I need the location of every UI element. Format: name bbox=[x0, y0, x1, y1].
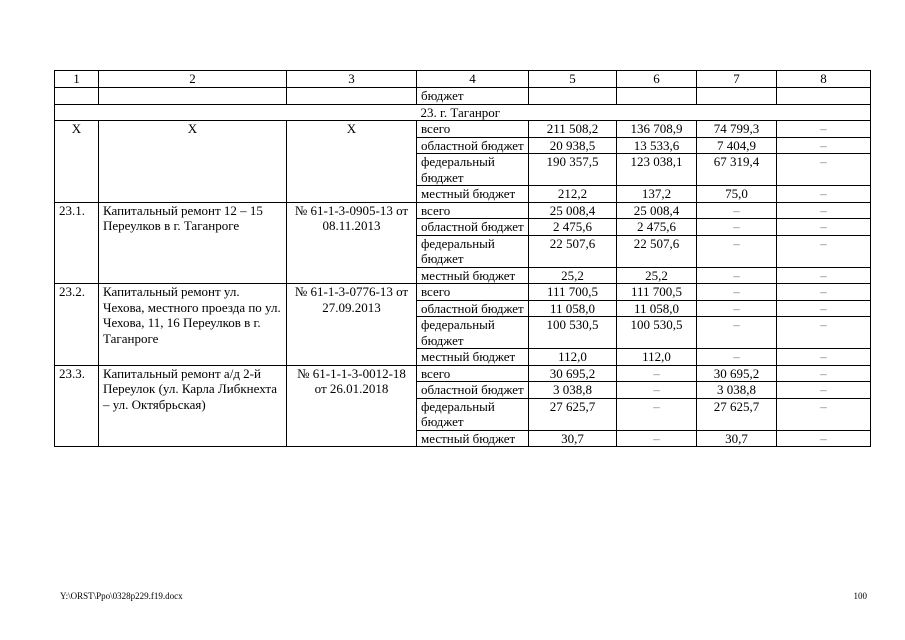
value-cell: – bbox=[777, 137, 871, 154]
value-cell: 25 008,4 bbox=[529, 202, 617, 219]
header-cell: 6 bbox=[617, 71, 697, 88]
value-cell: – bbox=[697, 349, 777, 366]
budget-label: всего bbox=[417, 121, 529, 138]
value-cell: 75,0 bbox=[697, 186, 777, 203]
value-cell: – bbox=[697, 317, 777, 349]
object-name-cell: Капитальный ремонт а/д 2-й Переулок (ул. Карла Либкнехта – ул. Октябрьская) bbox=[99, 365, 287, 447]
footer-page-number: 100 bbox=[853, 591, 867, 601]
value-cell: – bbox=[697, 267, 777, 284]
value-cell: – bbox=[617, 398, 697, 430]
data-row bbox=[55, 121, 871, 138]
value-cell: 2 475,6 bbox=[529, 219, 617, 236]
value-cell: 3 038,8 bbox=[529, 382, 617, 399]
value-cell: – bbox=[777, 382, 871, 399]
value-cell: – bbox=[697, 235, 777, 267]
value-cell: 25,2 bbox=[617, 267, 697, 284]
value-cell: 111 700,5 bbox=[529, 284, 617, 301]
value-cell: – bbox=[777, 300, 871, 317]
budget-label: областной бюджет bbox=[417, 219, 529, 236]
section-title: 23. г. Таганрог bbox=[417, 104, 871, 121]
data-row bbox=[55, 284, 871, 301]
value-cell: 111 700,5 bbox=[617, 284, 697, 301]
object-name-cell: Капитальный ремонт ул. Чехова, местного проезда по ул. Чехова, 11, 16 Переулков в г. Таганроге bbox=[99, 284, 287, 366]
data-row bbox=[55, 365, 871, 382]
object-name-cell: Капитальный ремонт 12 – 15 Переулков в г. Таганроге bbox=[99, 202, 287, 284]
budget-label: областной бюджет bbox=[417, 137, 529, 154]
value-cell: 25,2 bbox=[529, 267, 617, 284]
header-cell: 8 bbox=[777, 71, 871, 88]
value-cell: 22 507,6 bbox=[529, 235, 617, 267]
value-cell: 67 319,4 bbox=[697, 154, 777, 186]
value-cell: – bbox=[617, 365, 697, 382]
continuation-row bbox=[55, 88, 871, 105]
header-row bbox=[55, 71, 871, 88]
value-cell: 2 475,6 bbox=[617, 219, 697, 236]
value-cell: 27 625,7 bbox=[529, 398, 617, 430]
value-cell: 190 357,5 bbox=[529, 154, 617, 186]
budget-label: федеральный бюджет bbox=[417, 154, 529, 186]
value-cell: 27 625,7 bbox=[697, 398, 777, 430]
budget-label: федеральный бюджет bbox=[417, 235, 529, 267]
budget-label: местный бюджет bbox=[417, 186, 529, 203]
value-cell: 30,7 bbox=[697, 430, 777, 447]
value-cell: 22 507,6 bbox=[617, 235, 697, 267]
header-cell: 5 bbox=[529, 71, 617, 88]
value-cell: – bbox=[777, 317, 871, 349]
value-cell: 7 404,9 bbox=[697, 137, 777, 154]
data-row bbox=[55, 202, 871, 219]
header-cell: 7 bbox=[697, 71, 777, 88]
value-cell: 30 695,2 bbox=[697, 365, 777, 382]
value-cell: – bbox=[777, 349, 871, 366]
document-cell: № 61-1-3-0905-13 от 08.11.2013 bbox=[287, 202, 417, 284]
value-cell: – bbox=[697, 300, 777, 317]
budget-label: местный бюджет bbox=[417, 430, 529, 447]
value-cell: 11 058,0 bbox=[529, 300, 617, 317]
budget-label: областной бюджет bbox=[417, 300, 529, 317]
value-cell: 11 058,0 bbox=[617, 300, 697, 317]
value-cell: – bbox=[777, 202, 871, 219]
budget-label: федеральный бюджет bbox=[417, 398, 529, 430]
value-cell: – bbox=[697, 219, 777, 236]
value-cell: – bbox=[777, 430, 871, 447]
section-row bbox=[55, 104, 871, 121]
value-cell: – bbox=[697, 202, 777, 219]
value-cell: – bbox=[777, 284, 871, 301]
budget-label: всего bbox=[417, 365, 529, 382]
value-cell: 136 708,9 bbox=[617, 121, 697, 138]
budget-label: федеральный бюджет bbox=[417, 317, 529, 349]
value-cell: 100 530,5 bbox=[529, 317, 617, 349]
value-cell: 13 533,6 bbox=[617, 137, 697, 154]
value-cell: – bbox=[697, 284, 777, 301]
budget-label: всего bbox=[417, 202, 529, 219]
value-cell: – bbox=[617, 430, 697, 447]
value-cell: 112,0 bbox=[617, 349, 697, 366]
header-cell: 2 bbox=[99, 71, 287, 88]
value-cell: – bbox=[777, 235, 871, 267]
document-cell: Х bbox=[287, 121, 417, 203]
value-cell: 112,0 bbox=[529, 349, 617, 366]
budget-label: всего bbox=[417, 284, 529, 301]
value-cell: 30 695,2 bbox=[529, 365, 617, 382]
value-cell: – bbox=[777, 186, 871, 203]
value-cell: 74 799,3 bbox=[697, 121, 777, 138]
budget-label: бюджет bbox=[417, 88, 529, 105]
value-cell: 137,2 bbox=[617, 186, 697, 203]
value-cell: – bbox=[777, 267, 871, 284]
footer-file-path: Y:\ORST\Ppo\0328p229.f19.docx bbox=[60, 591, 183, 601]
budget-label: местный бюджет bbox=[417, 349, 529, 366]
value-cell: 211 508,2 bbox=[529, 121, 617, 138]
value-cell: 100 530,5 bbox=[617, 317, 697, 349]
value-cell: 30,7 bbox=[529, 430, 617, 447]
budget-label: областной бюджет bbox=[417, 382, 529, 399]
row-number-cell: 23.1. bbox=[55, 202, 99, 284]
value-cell: – bbox=[777, 121, 871, 138]
value-cell: 25 008,4 bbox=[617, 202, 697, 219]
value-cell: – bbox=[617, 382, 697, 399]
document-cell: № 61-1-3-0776-13 от 27.09.2013 bbox=[287, 284, 417, 366]
value-cell: 20 938,5 bbox=[529, 137, 617, 154]
row-number-cell: Х bbox=[55, 121, 99, 203]
header-cell: 3 bbox=[287, 71, 417, 88]
value-cell: 3 038,8 bbox=[697, 382, 777, 399]
row-number-cell: 23.3. bbox=[55, 365, 99, 447]
value-cell: – bbox=[777, 365, 871, 382]
object-name-cell: Х bbox=[99, 121, 287, 203]
value-cell: – bbox=[777, 398, 871, 430]
value-cell: – bbox=[777, 219, 871, 236]
row-number-cell: 23.2. bbox=[55, 284, 99, 366]
header-cell: 4 bbox=[417, 71, 529, 88]
document-cell: № 61-1-1-3-0012-18 от 26.01.2018 bbox=[287, 365, 417, 447]
value-cell: – bbox=[777, 154, 871, 186]
value-cell: 212,2 bbox=[529, 186, 617, 203]
budget-table bbox=[54, 70, 871, 447]
header-cell: 1 bbox=[55, 71, 99, 88]
budget-label: местный бюджет bbox=[417, 267, 529, 284]
value-cell: 123 038,1 bbox=[617, 154, 697, 186]
